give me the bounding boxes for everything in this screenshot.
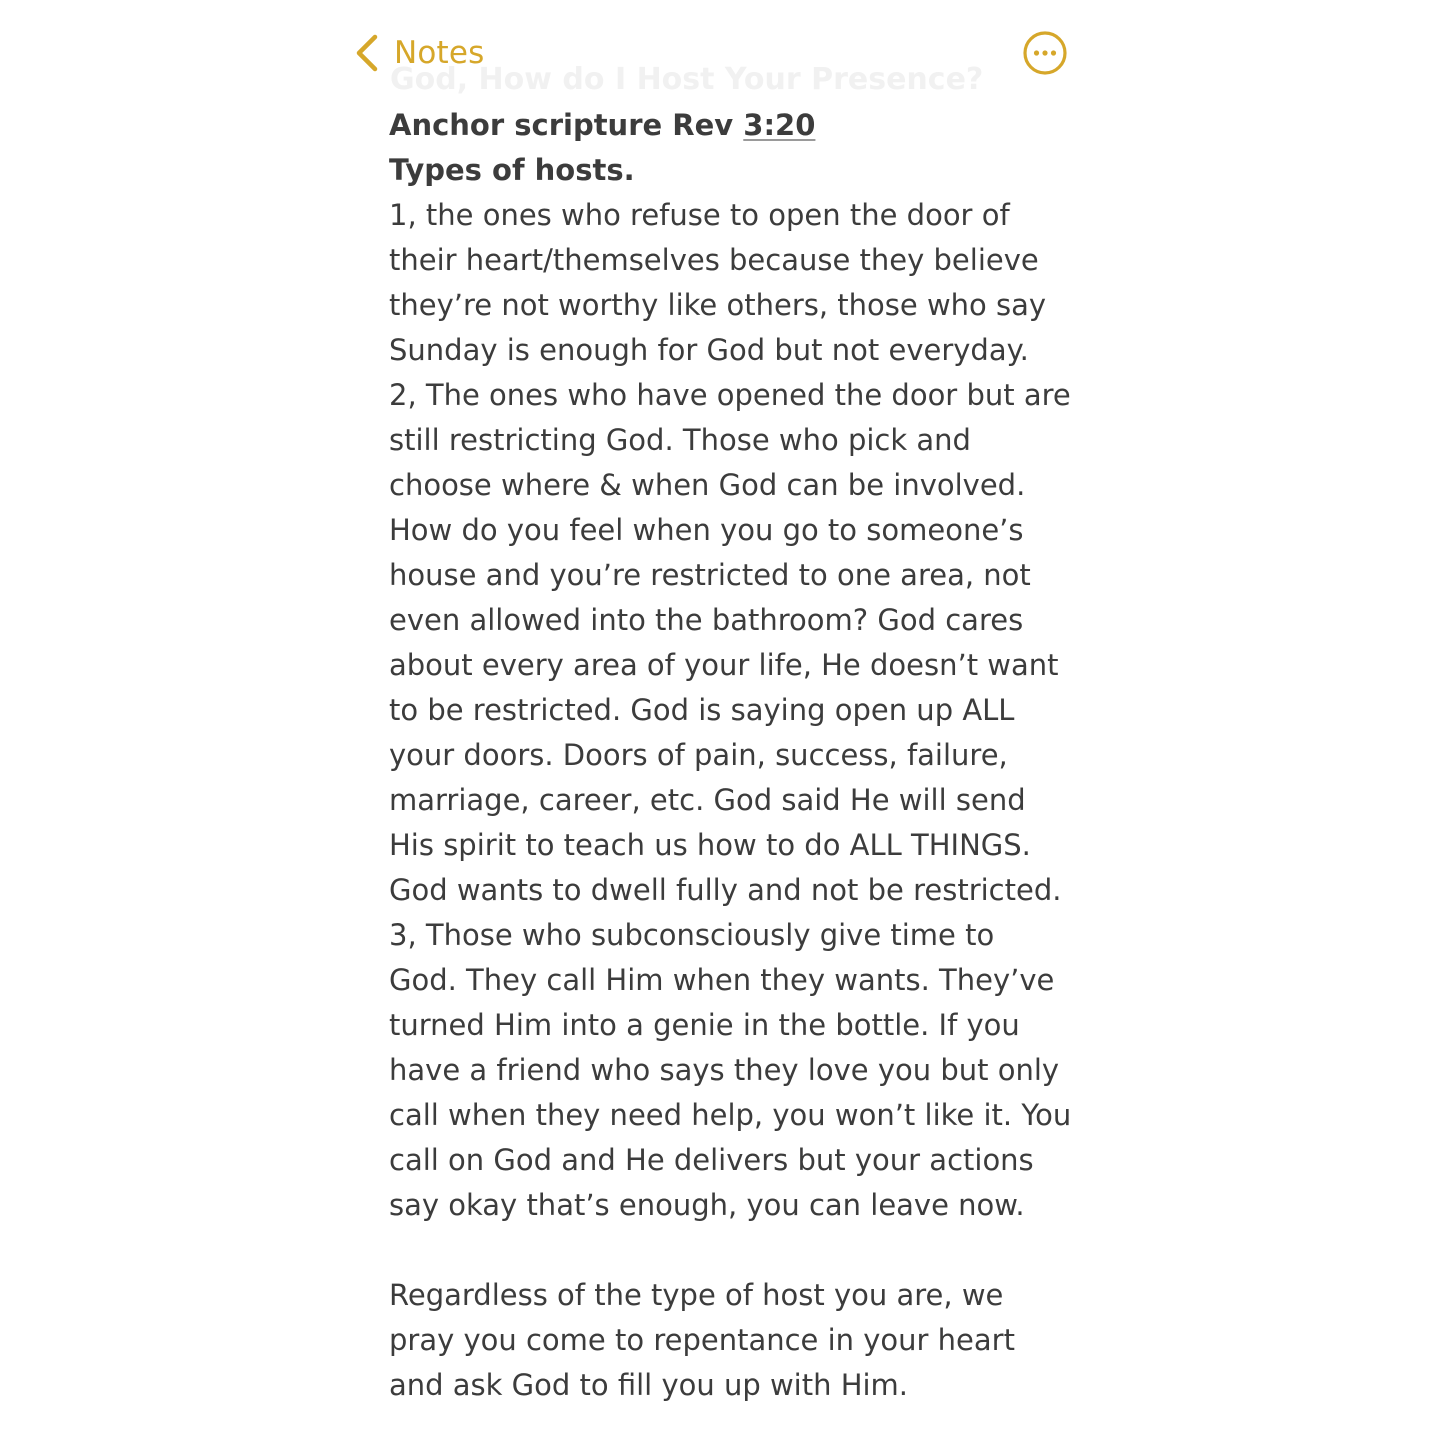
- anchor-scripture-label: Anchor scripture Rev: [389, 108, 744, 142]
- paragraph-spacer: [389, 1228, 1089, 1273]
- note-text-line: about every area of your life, He doesn’t want: [389, 648, 1059, 682]
- note-text-line: God wants to dwell fully and not be restricted.: [389, 873, 1062, 907]
- anchor-scripture-line: [389, 103, 1089, 148]
- note-body[interactable]: [389, 103, 1089, 1408]
- note-text-line: to be restricted. God is saying open up ALL: [389, 693, 1015, 727]
- note-text-line: they’re not worthy like others, those who say: [389, 288, 1047, 322]
- note-text-line: turned Him into a genie in the bottle. If you: [389, 1008, 1020, 1042]
- note-text-line: marriage, career, etc. God said He will send: [389, 783, 1026, 817]
- closing-paragraph: [389, 1273, 1089, 1408]
- scripture-reference-link[interactable]: 3:20: [743, 108, 816, 142]
- note-text-line: choose where & when God can be involved.: [389, 468, 1026, 502]
- note-title-faded: God, How do I Host Your Presence?: [390, 62, 984, 97]
- note-text-line: call on God and He delivers but your actions: [389, 1143, 1034, 1177]
- closing-text-line: Regardless of the type of host you are, we: [389, 1278, 1004, 1312]
- note-text-line: have a friend who says they love you but only: [389, 1053, 1060, 1087]
- chevron-left-icon: [354, 33, 380, 73]
- more-options-button[interactable]: [1022, 30, 1068, 76]
- note-text-line: 1, the ones who refuse to open the door of: [389, 198, 1010, 232]
- note-text-line: house and you’re restricted to one area, not: [389, 558, 1031, 592]
- note-text-line: God. They call Him when they wants. They’ve: [389, 963, 1055, 997]
- note-text-line: 3, Those who subconsciously give time to: [389, 918, 995, 952]
- note-text-line: How do you feel when you go to someone’s: [389, 513, 1024, 547]
- note-text-line: say okay that’s enough, you can leave now.: [389, 1188, 1025, 1222]
- note-text-line: your doors. Doors of pain, success, failure,: [389, 738, 1008, 772]
- note-text-line: His spirit to teach us how to do ALL THINGS.: [389, 828, 1031, 862]
- closing-text-line: and ask God to fill you up with Him.: [389, 1368, 909, 1402]
- closing-text-line: pray you come to repentance in your heart: [389, 1323, 1015, 1357]
- back-button-label: Notes: [394, 35, 485, 71]
- note-text-line: still restricting God. Those who pick and: [389, 423, 971, 457]
- note-paragraphs: [389, 193, 1089, 1228]
- note-text-line: even allowed into the bathroom? God cares: [389, 603, 1024, 637]
- ellipsis-circle-icon: [1022, 30, 1068, 76]
- types-heading: Types of hosts.: [389, 153, 635, 187]
- note-text-line: Sunday is enough for God but not everyday.: [389, 333, 1029, 367]
- note-text-line: 2, The ones who have opened the door but are: [389, 378, 1071, 412]
- note-text-line: their heart/themselves because they believe: [389, 243, 1039, 277]
- note-text-line: call when they need help, you won’t like it. You: [389, 1098, 1072, 1132]
